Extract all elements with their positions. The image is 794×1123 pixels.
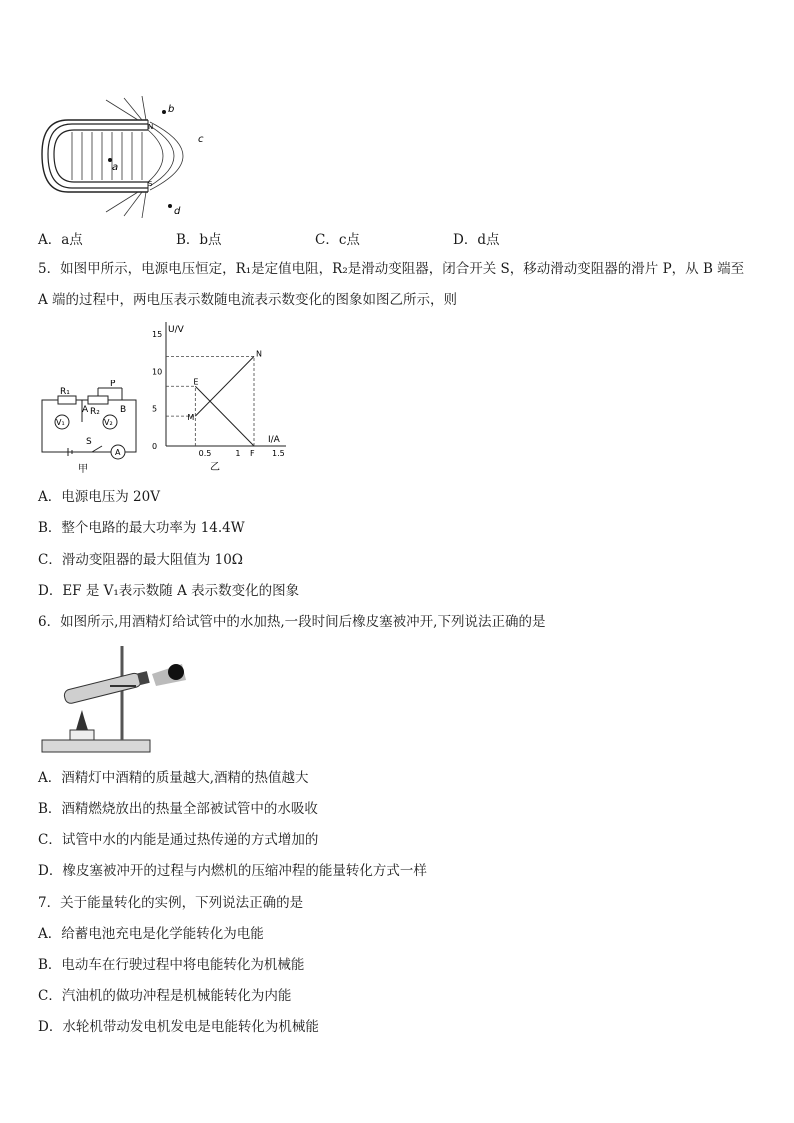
q5-option-b[interactable]: B．整个电路的最大功率为 14.4W bbox=[38, 520, 245, 536]
graph-caption: 乙 bbox=[210, 462, 220, 473]
test-tube-apparatus-figure bbox=[40, 640, 190, 760]
q7-option-b[interactable]: B．电动车在行驶过程中将电能转化为机械能 bbox=[38, 957, 305, 973]
slider-p-label: P bbox=[110, 380, 116, 389]
q4-option-d[interactable]: D．d点 bbox=[453, 232, 500, 248]
point-a-label: a bbox=[112, 162, 119, 173]
ammeter-label: A bbox=[115, 448, 121, 457]
voltmeter-v2-label: V₂ bbox=[104, 418, 113, 427]
q5-stem-line1: 5．如图甲所示，电源电压恒定，R₁是定值电阻，R₂是滑动变阻器，闭合开关 S，移动滑动变阻器的滑片 P，从 B 端至 bbox=[38, 261, 745, 277]
q4-option-b[interactable]: B．b点 bbox=[176, 232, 222, 248]
graph-x-tick-label: 0.5 bbox=[198, 449, 212, 458]
point-c-label: c bbox=[198, 134, 204, 145]
q6-option-c[interactable]: C．试管中水的内能是通过热传递的方式增加的 bbox=[38, 832, 319, 848]
graph-y-tick-label: 0 bbox=[152, 442, 158, 451]
switch-s-label: S bbox=[86, 437, 92, 447]
north-pole-label: N bbox=[148, 123, 154, 131]
graph-x-tick-label: F bbox=[250, 449, 255, 458]
q6-option-a[interactable]: A．酒精灯中酒精的质量越大,酒精的热值越大 bbox=[38, 770, 309, 786]
south-pole-label: S bbox=[148, 180, 153, 188]
graph-x-tick-label: 1 bbox=[235, 449, 241, 458]
magnet-field-figure bbox=[38, 96, 218, 220]
end-a-label: A bbox=[82, 405, 89, 415]
graph-y-tick-label: 10 bbox=[152, 367, 163, 377]
q6-option-b[interactable]: B．酒精燃烧放出的热量全部被试管中的水吸收 bbox=[38, 801, 318, 817]
graph-point-m-label: M bbox=[187, 413, 195, 423]
graph-series-line bbox=[195, 356, 254, 416]
q7-option-a[interactable]: A．给蓄电池充电是化学能转化为电能 bbox=[38, 926, 264, 942]
point-d-label: d bbox=[174, 206, 181, 217]
graph-x-tick-label: 1.5 bbox=[272, 449, 285, 458]
q4-option-c[interactable]: C．c点 bbox=[315, 232, 360, 248]
r1-label: R₁ bbox=[60, 387, 70, 397]
circuit-caption: 甲 bbox=[78, 464, 88, 475]
q6-option-d[interactable]: D．橡皮塞被冲开的过程与内燃机的压缩冲程的能量转化方式一样 bbox=[38, 863, 427, 879]
point-b-label: b bbox=[168, 104, 175, 115]
r2-label: R₂ bbox=[90, 407, 100, 417]
q4-option-a[interactable]: A．a点 bbox=[38, 232, 83, 248]
q5-stem-line2: A 端的过程中，两电压表示数随电流表示数变化的图象如图乙所示，则 bbox=[38, 292, 458, 308]
graph-point-e-label: E bbox=[193, 377, 199, 387]
q7-stem: 7．关于能量转化的实例，下列说法正确的是 bbox=[38, 895, 304, 911]
graph-point-n-label: N bbox=[256, 349, 262, 359]
graph-y-axis-label: U/V bbox=[168, 325, 184, 335]
graph-y-tick-label: 15 bbox=[152, 330, 163, 339]
q5-option-c[interactable]: C．滑动变阻器的最大阻值为 10Ω bbox=[38, 552, 243, 568]
q7-option-d[interactable]: D．水轮机带动发电机发电是电能转化为机械能 bbox=[38, 1019, 319, 1035]
graph-series-line bbox=[195, 386, 254, 446]
graph-y-tick-label: 5 bbox=[152, 404, 158, 414]
circuit-diagram bbox=[38, 380, 158, 476]
end-b-label: B bbox=[120, 405, 127, 415]
q5-option-a[interactable]: A．电源电压为 20V bbox=[38, 489, 160, 505]
q5-option-d[interactable]: D．EF 是 V₁表示数随 A 表示数变化的图象 bbox=[38, 583, 300, 599]
graph-x-axis-label: I/A bbox=[268, 435, 280, 445]
q7-option-c[interactable]: C．汽油机的做功冲程是机械能转化为内能 bbox=[38, 988, 292, 1004]
voltmeter-v1-label: V₁ bbox=[56, 418, 65, 427]
q6-stem: 6．如图所示,用酒精灯给试管中的水加热,一段时间后橡皮塞被冲开,下列说法正确的是 bbox=[38, 614, 546, 630]
voltage-current-graph bbox=[146, 320, 296, 480]
